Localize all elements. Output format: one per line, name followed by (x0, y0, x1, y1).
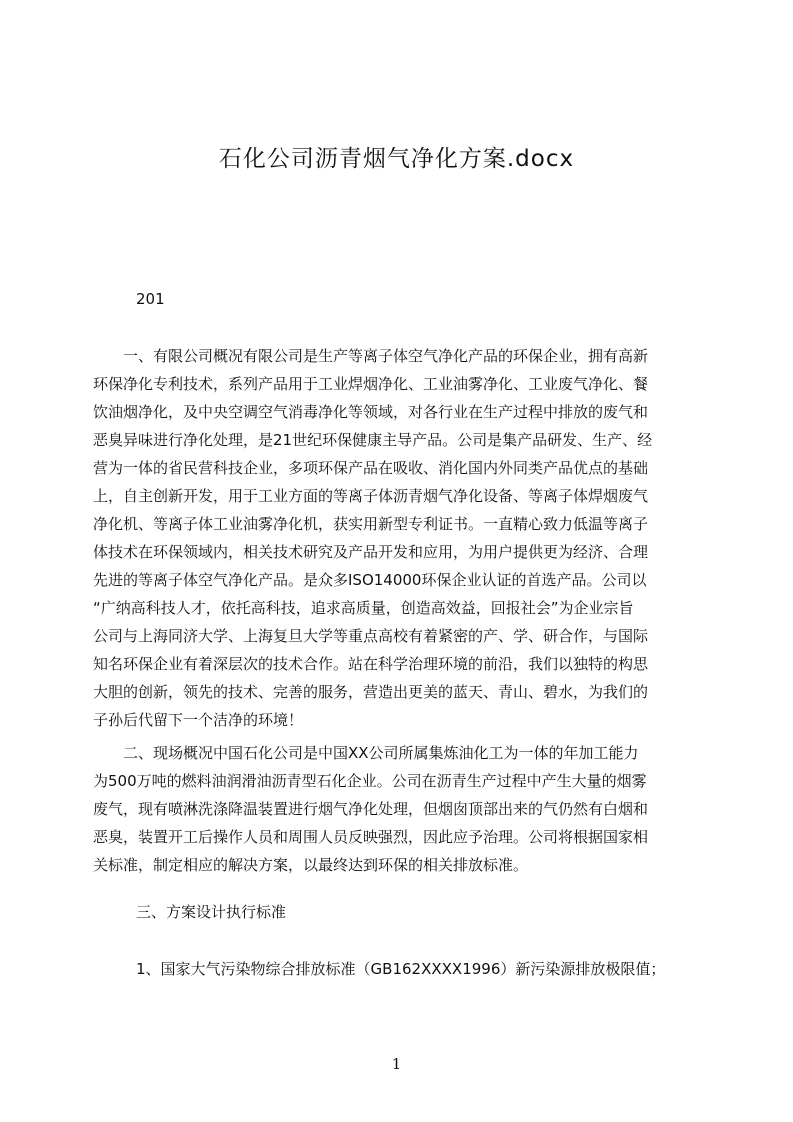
page-number: 1 (391, 1055, 402, 1073)
paragraph-site-overview (93, 739, 699, 879)
paragraph-line: 体技术在环保领域内，相关技术研究及产品开发和应用，为用户提供更为经济、合理 (93, 543, 649, 561)
document-number: 201 (136, 290, 165, 308)
paragraph-line: 关标准，制定相应的解决方案，以最终达到环保的相关排放标准。 (93, 856, 529, 874)
paragraph-line: 恶臭，装置开工后操作人员和周围人员反映强烈，因此应予治理。公司将根据国家相 (93, 828, 649, 846)
paragraph-line: 废气，现有喷淋洗涤降温装置进行烟气净化处理，但烟囱顶部出来的气仍然有白烟和 (93, 800, 649, 818)
paragraph-line: 先进的等离子体空气净化产品。是众多ISO14000环保企业认证的首选产品。公司以 (93, 571, 647, 589)
paragraph-line: 为500万吨的燃料油润滑油沥青型石化企业。公司在沥青生产过程中产生大量的烟雾 (93, 772, 647, 790)
paragraph-line: 知名环保企业有着深层次的技术合作。站在科学治理环境的前沿，我们以独特的构思 (93, 655, 649, 673)
paragraph-line: 净化机、等离子体工业油雾净化机，获实用新型专利证书。一直精心致力低温等离子 (93, 515, 649, 533)
paragraph-line: 上，自主创新开发，用于工业方面的等离子体沥青烟气净化设备、等离子体焊烟废气 (93, 487, 649, 505)
paragraph-company-overview (93, 342, 699, 734)
document-title: 石化公司沥青烟气净化方案.docx (218, 146, 575, 172)
paragraph-line: 饮油烟净化，及中央空调空气消毒净化等领域，对各行业在生产过程中排放的废气和 (93, 403, 649, 421)
paragraph-line: 营为一体的省民营科技企业，多项环保产品在吸收、消化国内外同类产品优点的基础 (93, 459, 649, 477)
paragraph-line: 环保净化专利技术，系列产品用于工业焊烟净化、工业油雾净化、工业废气净化、餐 (93, 375, 649, 393)
paragraph-line: 子孙后代留下一个洁净的环境！ (93, 711, 304, 729)
paragraph-line: 大胆的创新，领先的技术、完善的服务，营造出更美的蓝天、青山、碧水，为我们的 (93, 683, 649, 701)
paragraph-line: 公司与上海同济大学、上海复旦大学等重点高校有着紧密的产、学、研合作，与国际 (93, 627, 649, 645)
paragraph-line: 恶臭异味进行净化处理，是21世纪环保健康主导产品。公司是集产品研发、生产、经 (93, 431, 653, 449)
paragraph-line: 二、现场概况中国石化公司是中国XX公司所属集炼油化工为一体的年加工能力 (93, 744, 639, 762)
paragraph-line: 一、有限公司概况有限公司是生产等离子体空气净化产品的环保企业，拥有高新 (93, 347, 649, 365)
standard-list-item: 1、国家大气污染物综合排放标准（GB162XXXX1996）新污染源排放极限值； (136, 960, 666, 978)
paragraph-line: “广纳高科技人才，依托高科技，追求高质量，创造高效益，回报社会”为企业宗旨 (93, 599, 634, 617)
section-heading: 三、方案设计执行标准 (136, 903, 287, 921)
